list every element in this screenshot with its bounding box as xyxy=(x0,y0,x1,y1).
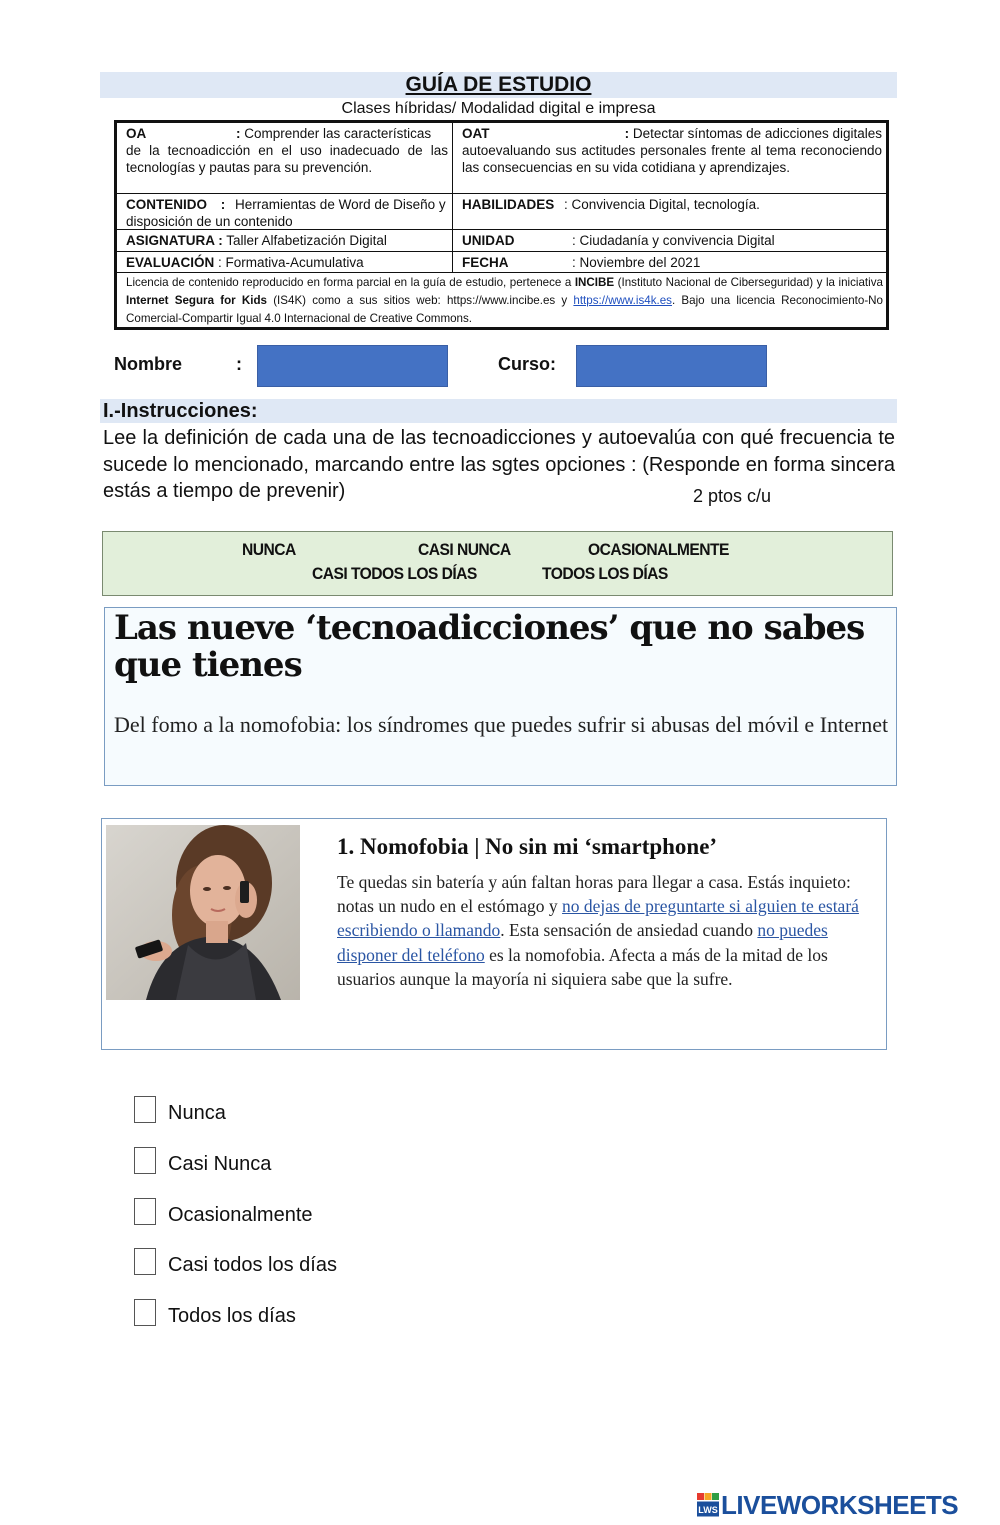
option-casi-nunca: CASI NUNCA xyxy=(418,540,511,559)
habilidades-text: : Convivencia Digital, tecnología. xyxy=(564,197,760,212)
liveworksheets-logo[interactable] xyxy=(697,1490,958,1520)
habilidades-cell xyxy=(453,194,886,229)
fecha-label: FECHA xyxy=(462,255,509,270)
checkbox-casi-todos-los-dias[interactable] xyxy=(134,1248,156,1275)
answer-label-casi-todos-los-dias: Casi todos los días xyxy=(168,1254,337,1276)
nomofobia-title: 1. Nomofobia | No sin mi ‘smartphone’ xyxy=(337,834,718,859)
checkbox-todos-los-dias[interactable] xyxy=(134,1299,156,1326)
nomofobia-body-part-2: . Esta sensación de ansiedad cuando xyxy=(500,920,753,941)
oa-text-first: Comprender las características xyxy=(244,126,432,141)
oat-colon: : xyxy=(624,126,630,141)
license-part-4: . Bajo una licencia Reconocimiento-No Comercial-Compartir Igual 4.0 Internacional de Creative Commons. xyxy=(126,294,883,325)
oa-cell xyxy=(117,123,453,193)
answer-label-ocasionalmente: Ocasionalmente xyxy=(168,1204,313,1226)
license-part-3: (IS4K) como a sus sitios web: https://www.incibe.es y xyxy=(273,294,568,307)
info-row-evaluation xyxy=(117,252,886,273)
article-title: Las nueve ‘tecnoadicciones’ que no sabes que tienes xyxy=(114,608,865,685)
contenido-cell xyxy=(117,194,453,229)
nombre-input[interactable] xyxy=(257,345,448,387)
unidad-label: UNIDAD xyxy=(462,233,515,248)
asignatura-text: Taller Alfabetización Digital xyxy=(226,233,387,248)
oa-text: de la tecnoadicción en el uso inadecuado de las tecnologías y pautas para su prevención. xyxy=(126,143,448,175)
evaluacion-cell xyxy=(117,252,453,272)
fecha-text: : Noviembre del 2021 xyxy=(572,255,701,270)
info-row-subject xyxy=(117,230,886,252)
license-part-1: Licencia de contenido reproducido en forma parcial en la guía de estudio, pertenece a xyxy=(126,276,572,289)
answer-label-todos-los-dias: Todos los días xyxy=(168,1305,296,1327)
instructions-text: Lee la definición de cada una de las tecnoadicciones y autoevalúa con qué frecuencia te sucede lo mencionado, marcando entre las sgtes opciones : (Responde en forma sincera estás a tiempo de prevenir) xyxy=(103,427,895,502)
option-todos-los-dias: TODOS LOS DÍAS xyxy=(542,564,668,583)
license-incibe: INCIBE xyxy=(574,276,615,289)
contenido-colon: : xyxy=(220,197,226,212)
contenido-text: Herramientas de Word de Diseño y disposición de un contenido xyxy=(126,197,446,229)
liveworksheets-icon xyxy=(697,1493,719,1517)
unidad-text: : Ciudadanía y convivencia Digital xyxy=(572,233,775,248)
license-isk: Internet Segura for Kids xyxy=(126,294,267,307)
oa-label: OA xyxy=(126,126,147,141)
evaluacion-label: EVALUACIÓN xyxy=(126,255,215,270)
oat-label: OAT xyxy=(462,126,490,141)
nombre-colon: : xyxy=(236,354,242,374)
answer-label-nunca: Nunca xyxy=(168,1102,226,1124)
nombre-label: Nombre xyxy=(114,354,183,374)
nomofobia-body xyxy=(337,870,877,991)
oat-text-first: Detectar síntomas de adicciones digitales xyxy=(632,126,882,141)
checkbox-nunca[interactable] xyxy=(134,1096,156,1123)
curso-input[interactable] xyxy=(576,345,767,387)
options-box xyxy=(102,531,893,596)
oat-text: autoevaluando sus actitudes personales frente al tema reconociendo las consecuencias en su vida cotidiana y aprendizajes. xyxy=(462,143,882,175)
woman-phone-photo xyxy=(106,825,300,1000)
logo-icon-letters: LWS xyxy=(698,1505,718,1515)
license-text xyxy=(117,273,886,327)
nomofobia-body-part-3: es la nomofobia. Afecta a más de la mitad de los usuarios aunque la mayoría ni siquiera sabe que la sufre. xyxy=(337,944,828,989)
info-row-objectives xyxy=(117,123,886,194)
info-table xyxy=(114,120,889,330)
license-part-2: (Instituto Nacional de Ciberseguridad) y la iniciativa xyxy=(617,276,883,289)
habilidades-label: HABILIDADES xyxy=(462,197,555,212)
fecha-cell xyxy=(453,252,886,272)
checkbox-ocasionalmente[interactable] xyxy=(134,1198,156,1225)
article-subtitle: Del fomo a la nomofobia: los síndromes que puedes sufrir si abusas del móvil e Internet xyxy=(114,712,889,737)
page-subtitle: Clases híbridas/ Modalidad digital e impresa xyxy=(341,100,656,117)
option-casi-todos-los-dias: CASI TODOS LOS DÍAS xyxy=(312,564,477,583)
oat-cell xyxy=(453,123,886,193)
nomofobia-link-1[interactable]: no dejas de preguntarte si alguien te estará escribiendo o llamando xyxy=(337,896,859,941)
contenido-label: CONTENIDO xyxy=(126,197,207,212)
info-row-content xyxy=(117,194,886,230)
article-header-box xyxy=(104,607,897,786)
liveworksheets-text: LIVEWORKSHEETS xyxy=(721,1489,959,1520)
points-label: 2 ptos c/u xyxy=(693,486,772,506)
curso-label: Curso: xyxy=(498,354,556,374)
oa-colon: : xyxy=(236,126,241,141)
answer-label-casi-nunca: Casi Nunca xyxy=(168,1153,272,1175)
is4k-link[interactable]: https://www.is4k.es xyxy=(573,294,672,307)
nomofobia-body-part-1: Te quedas sin batería y aún faltan horas para llegar a casa. Estás inquieto: notas un nudo en el estómago y xyxy=(337,872,851,917)
instructions-heading: I.-Instrucciones: xyxy=(103,400,258,422)
page-title: GUÍA DE ESTUDIO xyxy=(405,73,592,96)
nomofobia-link-2[interactable]: no puedes disponer del teléfono xyxy=(337,920,828,965)
checkbox-casi-nunca[interactable] xyxy=(134,1147,156,1174)
asignatura-label: ASIGNATURA : xyxy=(126,233,223,248)
option-ocasionalmente: OCASIONALMENTE xyxy=(588,540,729,559)
asignatura-cell xyxy=(117,230,453,251)
option-nunca: NUNCA xyxy=(242,540,296,559)
unidad-cell xyxy=(453,230,886,251)
evaluacion-text: : Formativa-Acumulativa xyxy=(218,255,364,270)
nomofobia-card xyxy=(101,818,887,1050)
